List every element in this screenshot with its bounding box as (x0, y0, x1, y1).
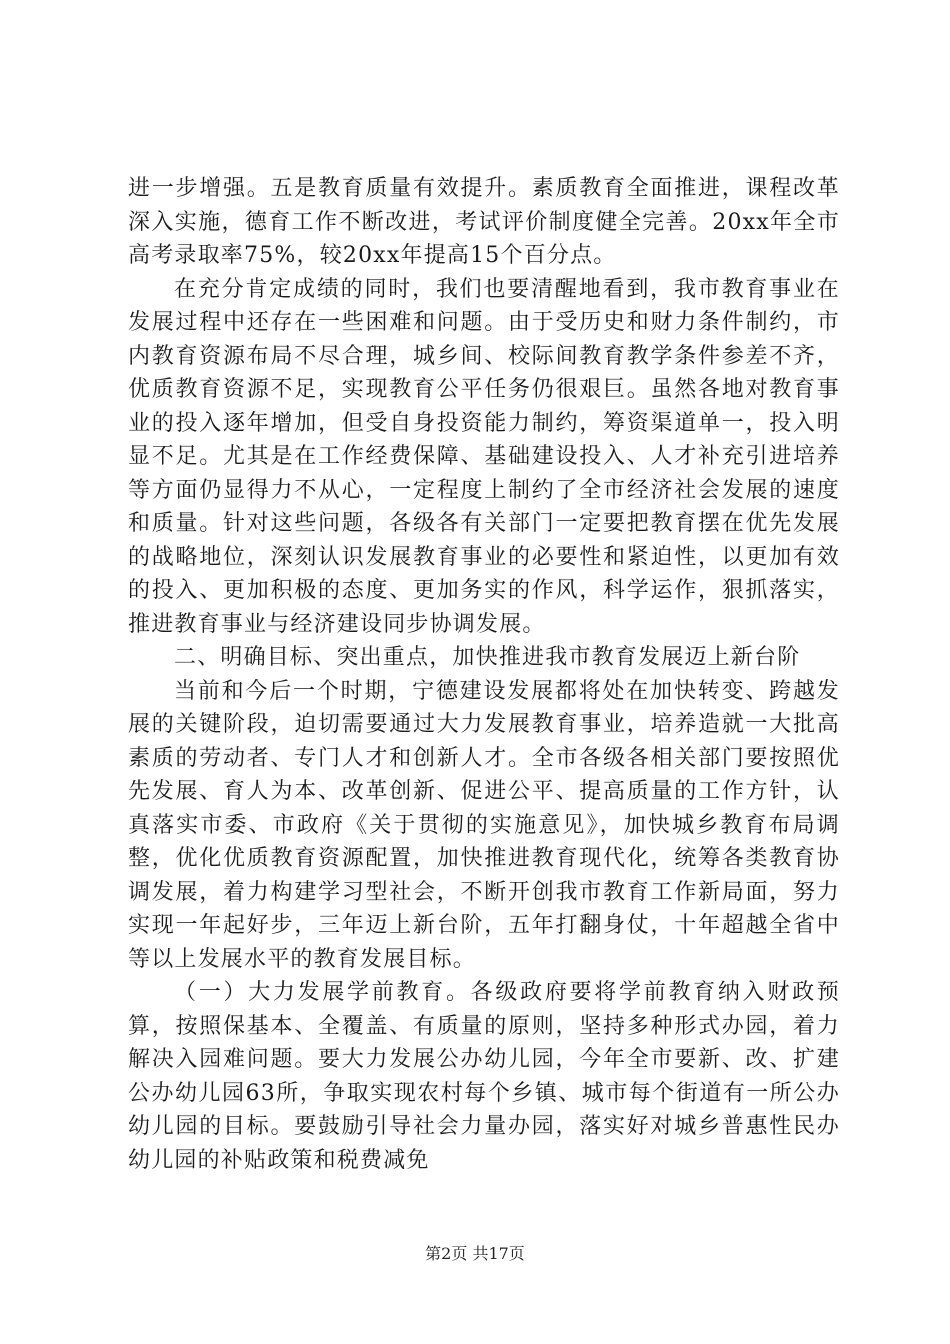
paragraph-preschool: （一）大力发展学前教育。各级政府要将学前教育纳入财政预算，按照保基本、全覆盖、有质量的原则，坚持多种形式办园，着力解决入园难问题。要大力发展公办幼儿园，今年全市要新、改、扩建公办幼儿园63所，争取实现农村每个乡镇、城市每个街道有一所公办幼儿园的目标。要鼓励引导社会力量办园，落实好对城乡普惠性民办幼儿园的补贴政策和税费减免 (128, 980, 840, 1173)
section-heading: 二、明确目标、突出重点，加快推进我市教育发展迈上新台阶 (174, 645, 801, 670)
paragraph-problems: 在充分肯定成绩的同时，我们也要清醒地看到，我市教育事业在发展过程中还存在一些困难和问题。由于受历史和财力条件制约，市内教育资源布局不尽合理，城乡间、校际间教育教学条件参差不齐，优质教育资源不足，实现教育公平任务仍很艰巨。虽然各地对教育事业的投入逐年增加，但受自身投资能力制约，筹资渠道单一，投入明显不足。尤其是在工作经费保障、基础建设投入、人才补充引进培养等方面仍显得力不从心，一定程度上制约了全市经济社会发展的速度和质量。针对这些问题，各级各有关部门一定要把教育摆在优先发展的战略地位，深刻认识发展教育事业的必要性和紧迫性，以更加有效的投入、更加积极的态度、更加务实的作风，科学运作，狠抓落实，推进教育事业与经济建设同步协调发展。 (128, 276, 840, 637)
document-body (128, 172, 840, 1177)
paragraph-goals: 当前和今后一个时期，宁德建设发展都将处在加快转变、跨越发展的关键阶段，迫切需要通过大力发展教育事业，培养造就一大批高素质的劳动者、专门人才和创新人才。全市各级各相关部门要按照优先发展、育人为本、改革创新、促进公平、提高质量的工作方针，认真落实市委、市政府《关于贯彻的实施意见》，加快城乡教育布局调整，优化优质教育资源配置，加快推进教育现代化，统筹各类教育协调发展，着力构建学习型社会，不断开创我市教育工作新局面，努力实现一年起好步，三年迈上新台阶，五年打翻身仗，十年超越全省中等以上发展水平的教育发展目标。 (128, 678, 840, 972)
paragraph-continuation: 进一步增强。五是教育质量有效提升。素质教育全面推进，课程改革深入实施，德育工作不断改进，考试评价制度健全完善。20xx年全市高考录取率75%，较20xx年提高15个百分点。 (128, 176, 840, 268)
page-footer: 第2页 共17页 (425, 1244, 525, 1263)
